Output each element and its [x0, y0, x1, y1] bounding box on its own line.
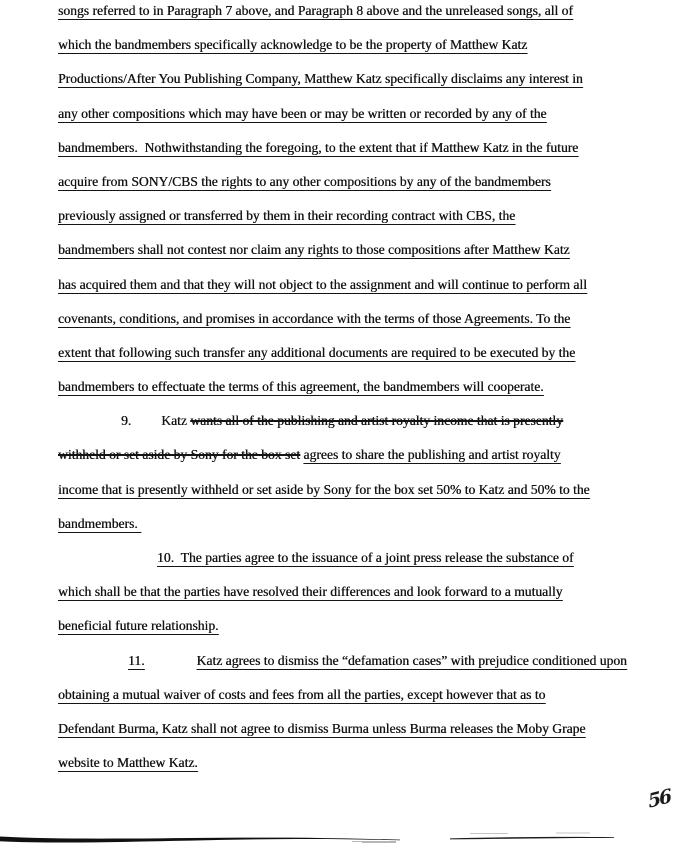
document-line [58, 541, 658, 575]
document-line [58, 678, 658, 712]
document-line [58, 302, 658, 336]
text-segment: Productions/After You Publishing Company, Matthew Katz specifically disclaims any interest in [58, 71, 583, 87]
text-segment: obtaining a mutual waiver of costs and fees from all the parties, except however that as to [58, 686, 546, 702]
document-line [58, 28, 658, 62]
document-line [58, 199, 658, 233]
document-line [58, 404, 658, 438]
handwritten-page-number: 56 [646, 785, 672, 813]
document-line [58, 575, 658, 609]
document-line [58, 97, 658, 131]
document-line [58, 746, 658, 780]
text-segment: bandmembers to effectuate the terms of this agreement, the bandmembers will cooperate. [58, 379, 544, 395]
document-line [58, 507, 658, 541]
scan-artifact-right-dashes [470, 833, 590, 834]
text-segment: Defendant Burma, Katz shall not agree to dismiss Burma unless Burma releases the Moby Grape [58, 720, 586, 736]
document-line [58, 438, 658, 472]
text-segment: bandmembers shall not contest nor claim any rights to those compositions after Matthew Katz [58, 242, 570, 258]
text-segment: extent that following such transfer any additional documents are required to be executed by the [58, 344, 576, 360]
scan-artifact-lines [0, 826, 683, 851]
text-segment: withheld or set aside by Sony for the box set [58, 447, 301, 463]
document-line [58, 644, 658, 678]
text-segment: acquire from SONY/CBS the rights to any other compositions by any of the bandmembers [58, 173, 551, 189]
text-segment: 11. [128, 652, 145, 668]
document-line [58, 165, 658, 199]
text-segment: covenants, conditions, and promises in accordance with the terms of those Agreements. To the [58, 310, 571, 326]
document-line [58, 0, 658, 28]
text-segment: 10. The parties agree to the issuance of a joint press release the substance of [157, 550, 574, 565]
document-line [58, 268, 658, 302]
document-line [58, 473, 658, 507]
document-line [58, 131, 658, 165]
tab-gap [145, 664, 197, 665]
text-segment: previously assigned or transferred by them in their recording contract with CBS, the [58, 208, 516, 224]
text-segment: Katz agrees to dismiss the “defamation cases” with prejudice conditioned upon [196, 652, 627, 668]
text-segment: website to Matthew Katz. [58, 755, 198, 771]
tab-gap [131, 424, 161, 425]
text-segment: agrees to share the publishing and artist royalty [303, 447, 561, 463]
text-segment: which shall be that the parties have resolved their differences and look forward to a mutually [58, 584, 563, 600]
text-segment: bandmembers. Nothwithstanding the foregoing, to the extent that if Matthew Katz in the future [58, 139, 579, 155]
scan-artifact-left-hatch [352, 841, 396, 842]
text-segment: which the bandmembers specifically acknowledge to be the property of Matthew Katz [58, 37, 528, 53]
document-line [58, 712, 658, 746]
document-line [58, 233, 658, 267]
text-segment: songs referred to in Paragraph 7 above, and Paragraph 8 above and the unreleased songs, all of [58, 3, 573, 18]
text-segment: beneficial future relationship. [58, 618, 219, 634]
document-body [58, 0, 658, 780]
text-segment: 9. [121, 413, 132, 429]
document-line [58, 609, 658, 643]
document-line [58, 336, 658, 370]
text-segment: income that is presently withheld or set aside by Sony for the box set 50% to Katz and 50% to the [58, 481, 590, 497]
document-line [58, 370, 658, 404]
text-segment: wants all of the publishing and artist royalty income that is presently [190, 413, 563, 429]
scan-artifact-left-line [0, 837, 400, 843]
text-segment: Katz [161, 413, 191, 429]
text-segment: bandmembers. [58, 515, 142, 531]
scan-artifact-right-line [450, 837, 614, 839]
text-segment: any other compositions which may have been or may be written or recorded by any of the [58, 105, 547, 121]
text-segment: has acquired them and that they will not object to the assignment and will continue to perform all [58, 276, 587, 292]
document-line [58, 62, 658, 96]
